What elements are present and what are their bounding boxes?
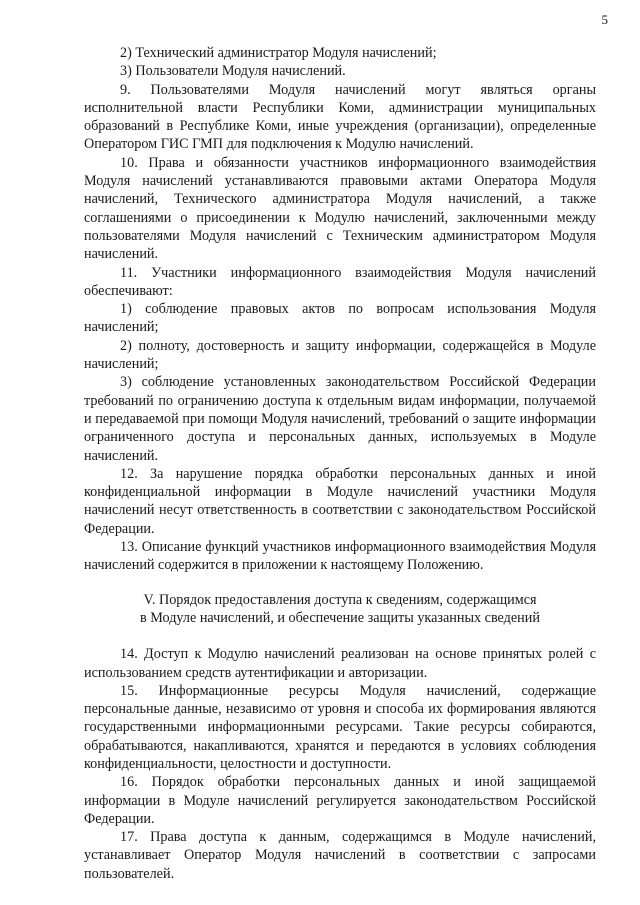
paragraph-11-item-2: 2) полноту, достоверность и защиту информации, содержащейся в Модуле начислений; <box>84 337 596 373</box>
paragraph-9: 9. Пользователями Модуля начислений могут являться органы исполнительной власти Республики Коми, администрации муниципальных образований в Республике Коми, иные учреждения (организации), определенные Оператором ГИС ГМП для подключения к Модулю начислений. <box>84 81 596 153</box>
paragraph-11-item-3: 3) соблюдение установленных законодательством Российской Федерации требований по ограничению доступа к отдельным видам информации, получаемой и передаваемой при помощи Модуля начислений, требований о защите информации ограниченного доступа и персональных данных, используемых в Модуле начислений. <box>84 374 596 464</box>
paragraph-12: 12. За нарушение порядка обработки персональных данных и иной конфиденциальной информации в Модуле начислений участники Модуля начислений несут ответственность в соответствии с законодательством Российской Федерации. <box>84 465 596 537</box>
paragraph-17: 17. Права доступа к данным, содержащимся в Модуле начислений, устанавливает Оператор Модуля начислений в соответствии с запросами пользователей. <box>84 829 596 882</box>
paragraph-13: 13. Описание функций участников информационного взаимодействия Модуля начислений содержится в приложении к настоящему Положению. <box>84 539 596 574</box>
paragraph-11: 11. Участники информационного взаимодействия Модуля начислений обеспечивают: <box>84 264 596 299</box>
document-body <box>84 44 596 883</box>
paragraph-item-3: 3) Пользователи Модуля начислений. <box>120 63 346 80</box>
paragraph-14: 14. Доступ к Модулю начислений реализован на основе принятых ролей с использованием средств аутентификации и авторизации. <box>84 646 596 681</box>
section-heading-line-2: в Модуле начислений, и обеспечение защиты указанных сведений <box>140 609 540 626</box>
section-heading <box>84 591 596 628</box>
paragraph-16: 16. Порядок обработки персональных данных и иной защищаемой информации в Модуле начислений регулируется законодательством Российской Федерации. <box>84 774 596 827</box>
paragraph-11-item-1: 1) соблюдение правовых актов по вопросам использования Модуля начислений; <box>84 301 596 336</box>
page-number: 5 <box>601 12 608 27</box>
section-heading-line-1: V. Порядок предоставления доступа к сведениям, содержащимся <box>143 591 537 608</box>
paragraph-15: 15. Информационные ресурсы Модуля начислений, содержащие персональные данные, независимо от уровня и способа их формирования являются государственными информационными ресурсами. Такие ресурсы собираются, обрабатываются, накапливаются, хранятся и передаются в условиях соблюдения конфиденциальности, целостности и доступности. <box>84 682 596 772</box>
paragraph-item-2: 2) Технический администратор Модуля начислений; <box>120 45 437 61</box>
paragraph-10: 10. Права и обязанности участников информационного взаимодействия Модуля начислений устанавливаются правовыми актами Оператора Модуля начислений, Технического администратора Модуля начислений, а также соглашениями о присоединении к Модулю начислений, заключенными между пользователями Модуля начислений с Техническим администратором Модуля начислений. <box>84 154 596 263</box>
